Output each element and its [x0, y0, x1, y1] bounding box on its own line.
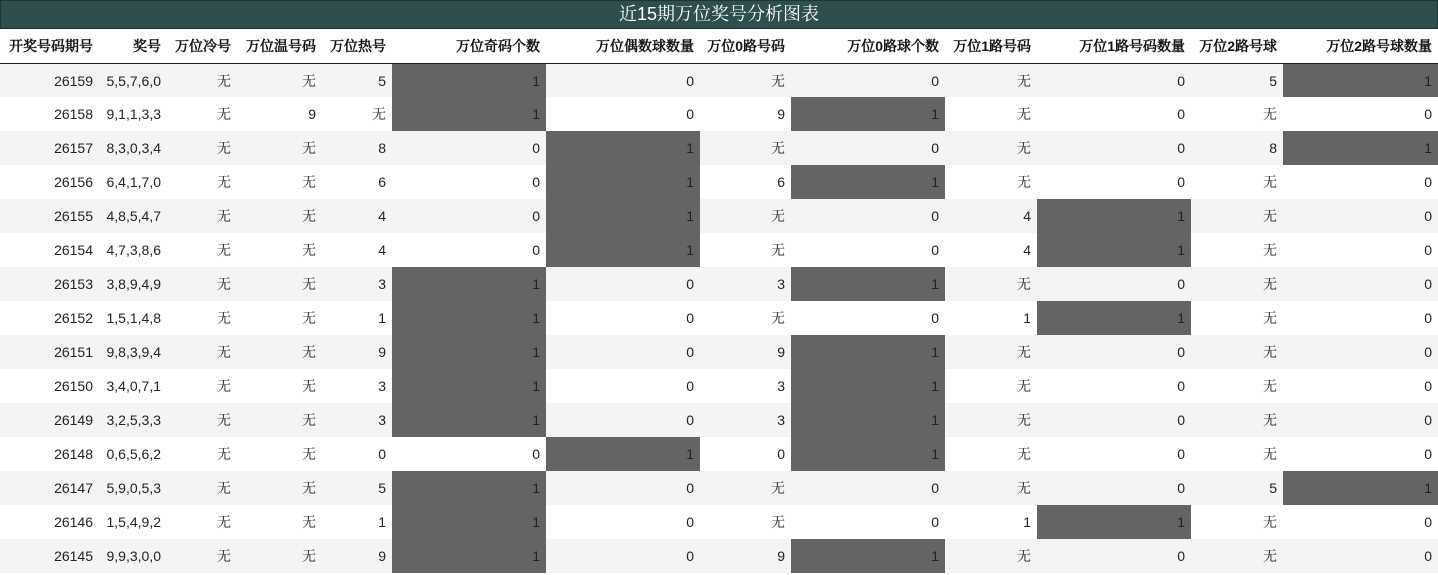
table-cell: 无: [237, 471, 322, 505]
table-cell: 3: [322, 403, 392, 437]
table-cell: 1: [392, 267, 546, 301]
table-cell: 无: [1191, 199, 1283, 233]
table-cell: 1: [322, 505, 392, 539]
table-cell: 无: [1191, 301, 1283, 335]
table-cell: 0: [1037, 335, 1191, 369]
table-cell: 0: [1037, 131, 1191, 165]
table-cell: 无: [167, 97, 237, 131]
table-cell: 无: [167, 301, 237, 335]
table-cell: 1,5,1,4,8: [99, 301, 167, 335]
table-cell: 0: [1283, 505, 1438, 539]
table-cell: 1: [945, 505, 1037, 539]
column-header: 万位1路号码: [945, 29, 1037, 64]
table-row: [0, 369, 1438, 403]
table-cell: 0: [546, 471, 700, 505]
table-cell: 1: [1037, 301, 1191, 335]
table-cell: 3: [322, 267, 392, 301]
table-cell: 无: [945, 64, 1037, 98]
table-cell: 无: [237, 131, 322, 165]
table-cell: 1: [392, 301, 546, 335]
table-cell: 1: [791, 403, 945, 437]
column-header: 开奖号码期号: [0, 29, 99, 64]
table-cell: 无: [1191, 403, 1283, 437]
table-cell: 无: [700, 471, 791, 505]
table-cell: 1: [392, 505, 546, 539]
table-cell: 3: [322, 369, 392, 403]
table-cell: 5: [1191, 64, 1283, 98]
table-cell: 1: [945, 301, 1037, 335]
table-cell: 0: [1283, 301, 1438, 335]
table-cell: 1: [392, 64, 546, 98]
table-cell: 0: [1037, 267, 1191, 301]
table-cell: 1: [392, 97, 546, 131]
table-cell: 0: [1037, 369, 1191, 403]
column-header: 万位2路号球: [1191, 29, 1283, 64]
table-cell: 1: [392, 335, 546, 369]
table-row: [0, 301, 1438, 335]
table-cell: 0: [392, 233, 546, 267]
table-cell: 无: [700, 131, 791, 165]
table-cell: 0: [546, 301, 700, 335]
table-cell: 1: [1037, 199, 1191, 233]
table-cell: 1: [1283, 131, 1438, 165]
table-row: [0, 267, 1438, 301]
table-cell: 0: [546, 97, 700, 131]
table-cell: 9: [700, 97, 791, 131]
table-cell: 无: [945, 471, 1037, 505]
column-header: 万位温号码: [237, 29, 322, 64]
table-cell: 1: [546, 199, 700, 233]
table-cell: 0: [546, 369, 700, 403]
table-cell: 26153: [0, 267, 99, 301]
table-cell: 0: [1283, 335, 1438, 369]
table-cell: 26146: [0, 505, 99, 539]
table-cell: 0: [791, 131, 945, 165]
column-header: 万位冷号: [167, 29, 237, 64]
table-row: [0, 403, 1438, 437]
table-cell: 无: [1191, 505, 1283, 539]
table-cell: 无: [237, 505, 322, 539]
table-cell: 26156: [0, 165, 99, 199]
table-row: [0, 97, 1438, 131]
table-cell: 无: [167, 369, 237, 403]
table-cell: 无: [167, 233, 237, 267]
table-cell: 26151: [0, 335, 99, 369]
table-cell: 无: [167, 165, 237, 199]
analysis-table: [0, 29, 1438, 573]
table-cell: 0: [392, 165, 546, 199]
table-cell: 无: [1191, 233, 1283, 267]
table-cell: 6: [322, 165, 392, 199]
column-header: 奖号: [99, 29, 167, 64]
table-cell: 无: [167, 199, 237, 233]
table-cell: 0: [791, 301, 945, 335]
table-cell: 1: [546, 437, 700, 471]
table-cell: 无: [945, 437, 1037, 471]
table-cell: 1: [546, 165, 700, 199]
table-cell: 26145: [0, 539, 99, 573]
table-cell: 5: [1191, 471, 1283, 505]
table-cell: 8: [1191, 131, 1283, 165]
table-cell: 9: [322, 335, 392, 369]
table-cell: 3,2,5,3,3: [99, 403, 167, 437]
chart-title: 近15期万位奖号分析图表: [0, 0, 1438, 29]
column-header: 万位热号: [322, 29, 392, 64]
table-cell: 无: [237, 539, 322, 573]
table-cell: 5: [322, 471, 392, 505]
table-body: [0, 64, 1438, 574]
table-cell: 1: [392, 539, 546, 573]
table-row: [0, 165, 1438, 199]
table-cell: 无: [167, 505, 237, 539]
table-cell: 26157: [0, 131, 99, 165]
table-cell: 1: [546, 233, 700, 267]
table-cell: 无: [167, 335, 237, 369]
table-cell: 无: [167, 403, 237, 437]
table-cell: 0: [791, 199, 945, 233]
table-cell: 0: [1283, 199, 1438, 233]
table-cell: 9: [700, 539, 791, 573]
table-cell: 无: [167, 267, 237, 301]
table-cell: 0: [392, 199, 546, 233]
table-cell: 1: [392, 369, 546, 403]
table-cell: 无: [1191, 437, 1283, 471]
column-header: 万位1路号码数量: [1037, 29, 1191, 64]
table-cell: 9,8,3,9,4: [99, 335, 167, 369]
table-cell: 1: [791, 97, 945, 131]
table-cell: 0,6,5,6,2: [99, 437, 167, 471]
table-cell: 0: [1037, 64, 1191, 98]
table-cell: 1: [791, 335, 945, 369]
table-cell: 4: [945, 233, 1037, 267]
table-cell: 0: [1283, 437, 1438, 471]
table-cell: 无: [322, 97, 392, 131]
table-cell: 无: [237, 403, 322, 437]
table-row: [0, 64, 1438, 98]
table-cell: 无: [167, 539, 237, 573]
table-cell: 4,8,5,4,7: [99, 199, 167, 233]
table-cell: 0: [546, 335, 700, 369]
table-cell: 1: [791, 267, 945, 301]
table-cell: 1: [546, 131, 700, 165]
table-cell: 4: [322, 199, 392, 233]
table-row: [0, 437, 1438, 471]
table-cell: 无: [167, 64, 237, 98]
table-cell: 0: [1283, 97, 1438, 131]
table-cell: 无: [945, 165, 1037, 199]
table-row: [0, 335, 1438, 369]
table-cell: 3,4,0,7,1: [99, 369, 167, 403]
table-cell: 无: [700, 233, 791, 267]
table-cell: 0: [1283, 369, 1438, 403]
table-row: [0, 233, 1438, 267]
table-cell: 5,9,0,5,3: [99, 471, 167, 505]
table-cell: 无: [1191, 165, 1283, 199]
table-cell: 1,5,4,9,2: [99, 505, 167, 539]
table-row: [0, 131, 1438, 165]
table-cell: 无: [700, 301, 791, 335]
table-cell: 0: [1283, 233, 1438, 267]
table-cell: 1: [1283, 64, 1438, 98]
table-cell: 无: [167, 437, 237, 471]
column-header: 万位2路号球数量: [1283, 29, 1438, 64]
table-cell: 无: [237, 437, 322, 471]
header-row: [0, 29, 1438, 64]
table-cell: 0: [546, 539, 700, 573]
table-cell: 0: [546, 64, 700, 98]
table-cell: 1: [392, 471, 546, 505]
table-cell: 0: [392, 131, 546, 165]
table-cell: 无: [237, 199, 322, 233]
table-row: [0, 471, 1438, 505]
table-cell: 无: [945, 403, 1037, 437]
table-cell: 0: [1283, 267, 1438, 301]
table-cell: 无: [1191, 539, 1283, 573]
table-cell: 无: [1191, 369, 1283, 403]
table-cell: 无: [700, 64, 791, 98]
table-cell: 1: [791, 369, 945, 403]
table-cell: 0: [1283, 539, 1438, 573]
table-cell: 5,5,7,6,0: [99, 64, 167, 98]
table-cell: 无: [945, 539, 1037, 573]
table-cell: 8: [322, 131, 392, 165]
table-cell: 无: [237, 369, 322, 403]
table-cell: 无: [700, 505, 791, 539]
table-cell: 无: [167, 131, 237, 165]
column-header: 万位奇码个数: [392, 29, 546, 64]
table-cell: 26155: [0, 199, 99, 233]
table-cell: 1: [791, 539, 945, 573]
table-cell: 0: [322, 437, 392, 471]
column-header: 万位0路球个数: [791, 29, 945, 64]
table-cell: 1: [1283, 471, 1438, 505]
table-cell: 0: [1283, 165, 1438, 199]
table-cell: 无: [237, 301, 322, 335]
table-cell: 0: [791, 233, 945, 267]
table-cell: 0: [392, 437, 546, 471]
table-cell: 3: [700, 369, 791, 403]
table-cell: 0: [1037, 403, 1191, 437]
table-cell: 26148: [0, 437, 99, 471]
table-cell: 5: [322, 64, 392, 98]
table-cell: 无: [237, 233, 322, 267]
table-cell: 4: [945, 199, 1037, 233]
table-cell: 1: [791, 437, 945, 471]
table-cell: 9: [322, 539, 392, 573]
table-cell: 1: [1037, 233, 1191, 267]
table-cell: 无: [1191, 335, 1283, 369]
table-cell: 无: [237, 64, 322, 98]
table-cell: 4: [322, 233, 392, 267]
table-cell: 9,9,3,0,0: [99, 539, 167, 573]
table-cell: 26159: [0, 64, 99, 98]
table-cell: 6: [700, 165, 791, 199]
table-cell: 4,7,3,8,6: [99, 233, 167, 267]
table-cell: 0: [791, 505, 945, 539]
table-cell: 9: [237, 97, 322, 131]
table-cell: 无: [945, 97, 1037, 131]
table-cell: 无: [945, 267, 1037, 301]
table-cell: 0: [1037, 165, 1191, 199]
table-cell: 无: [237, 165, 322, 199]
table-cell: 无: [945, 369, 1037, 403]
table-cell: 0: [700, 437, 791, 471]
column-header: 万位0路号码: [700, 29, 791, 64]
table-cell: 无: [945, 335, 1037, 369]
table-cell: 0: [1037, 437, 1191, 471]
table-cell: 0: [546, 267, 700, 301]
table-cell: 0: [546, 505, 700, 539]
table-cell: 26154: [0, 233, 99, 267]
table-cell: 9: [700, 335, 791, 369]
table-cell: 3: [700, 403, 791, 437]
table-cell: 8,3,0,3,4: [99, 131, 167, 165]
table-cell: 0: [1037, 471, 1191, 505]
table-cell: 26152: [0, 301, 99, 335]
table-cell: 无: [1191, 97, 1283, 131]
table-cell: 3: [700, 267, 791, 301]
table-cell: 1: [392, 403, 546, 437]
table-cell: 1: [1037, 505, 1191, 539]
table-cell: 无: [237, 267, 322, 301]
table-row: [0, 539, 1438, 573]
table-cell: 0: [791, 471, 945, 505]
table-cell: 0: [791, 64, 945, 98]
table-cell: 无: [167, 471, 237, 505]
table-cell: 9,1,1,3,3: [99, 97, 167, 131]
table-cell: 1: [791, 165, 945, 199]
column-header: 万位偶数球数量: [546, 29, 700, 64]
table-cell: 无: [945, 131, 1037, 165]
table-cell: 无: [237, 335, 322, 369]
table-cell: 6,4,1,7,0: [99, 165, 167, 199]
table-row: [0, 505, 1438, 539]
table-cell: 无: [700, 199, 791, 233]
table-row: [0, 199, 1438, 233]
table-cell: 0: [1283, 403, 1438, 437]
table-cell: 0: [1037, 539, 1191, 573]
table-cell: 26150: [0, 369, 99, 403]
table-cell: 无: [1191, 267, 1283, 301]
table-cell: 26158: [0, 97, 99, 131]
table-cell: 0: [1037, 97, 1191, 131]
table-cell: 26147: [0, 471, 99, 505]
table-cell: 26149: [0, 403, 99, 437]
table-cell: 1: [322, 301, 392, 335]
table-cell: 3,8,9,4,9: [99, 267, 167, 301]
table-cell: 0: [546, 403, 700, 437]
